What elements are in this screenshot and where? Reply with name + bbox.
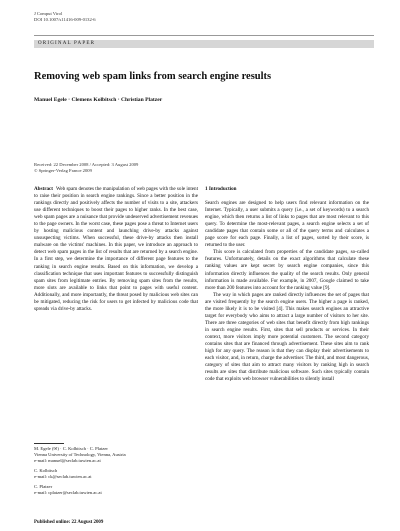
abstract-label: Abstract <box>34 186 53 192</box>
affil-kolbitsch: C. Kolbitsch <box>34 468 58 473</box>
published-online: Published online: 22 August 2009 <box>34 520 104 525</box>
abstract-text: Web spam denotes the manipulation of web pages with the sole intent to raise their position in search engine rankings. Since a better position in the rankings directly and positively affects the number of visits to a site, attackers use different techniques to boost their pages to higher ranks. In the best case, web spam pages are a nuisance that provide undeserved advertisement revenues to the page owners. In the worst case, these pages pose a threat to Internet users by hosting malicious content and launching drive-by attacks against unsuspecting victims. When successful, these drive-by attacks then install malware on the victims' machines. In this paper, we introduce an approach to detect web spam pages in the list of results that are returned by a search engine. In a first step, we determine the importance of different page features to the ranking in search engine results. Based on this information, we develop a classification technique that uses important features to successfully distinguish spam sites from legitimate entries. By removing spam sites from the results, more slots are available to links that point to pages with useful content. Additionally, and more importantly, the threat posed by malicious web sites can be mitigated, reducing the risk for users to get infected by malicious code that spreads via drive-by attacks. <box>34 186 199 312</box>
affil-institution: Vienna University of Technology, Vienna, Austria <box>34 452 126 457</box>
received-accepted-dates: Received: 22 December 2008 / Accepted: 3 August 2009 <box>34 162 139 167</box>
author-list: Manuel Egele · Clemens Kolbitsch · Christian Platzer <box>34 97 163 103</box>
affil-email-egele: e-mail: manuel@seclab.tuwien.ac.at <box>34 458 101 463</box>
journal-header <box>34 11 96 23</box>
affil-authors: M. Egele (✉) · C. Kolbitsch · C. Platzer <box>34 446 108 451</box>
date-info <box>34 162 234 174</box>
abstract-column <box>34 186 198 313</box>
article-type-banner: ORIGINAL PAPER <box>34 40 374 48</box>
affil-email-platzer: e-mail: cplatzer@seclab.tuwien.ac.at <box>34 490 102 495</box>
abstract-paragraph <box>34 186 198 313</box>
intro-paragraph-2: This score is calculated from properties of the candidate pages, so-called features. Unfortunately, details on the exact algorithms that calculate these ranking values are kept secret by search engine companies, since this information directly influences the quality of the search results. Only general information is made available. For example, in 2007, Google claimed to take more than 200 features into account for the ranking value [9]. <box>205 249 369 291</box>
paper-title: Removing web spam links from search engine results <box>34 71 272 82</box>
copyright-notice: © Springer-Verlag France 2009 <box>34 168 92 173</box>
affil-email-kolbitsch: e-mail: ck@seclab.tuwien.ac.at <box>34 474 92 479</box>
intro-paragraph-1: Search engines are designed to help users find relevant information on the Internet. Typically, a user submits a query (i.e., a set of keywords) to a search engine, which then returns a list of links to pages that are most relevant to this query. To determine the most-relevant pages, a search engine selects a set of candidate pages that contain some or all of the query terms and calculates a page score for each page. Finally, a list of pages, sorted by their score, is returned to the user. <box>205 200 369 249</box>
intro-paragraph-3: The way in which pages are ranked directly influences the set of pages that are visited frequently by the search engine users. The higher a page is ranked, the more likely it is to be visited [4]. This makes search engines an attractive target for everybody who aims to attract a large number of visitors to her site. There are three categories of web sites that benefit directly from high rankings in search engine results. First, sites that sell products or services. In their context, more visitors imply more potential customers. The second category contains sites that are financed through advertisement. These sites aim to rank high for any query. The reason is that they can display their advertisements to each visitor, and, in return, charge the advertiser. The third, and most dangerous, category of sites that aim to attract many visitors by ranking high in search results are sites that distribute malicious software. Such sites typically contain code that exploits web browser vulnerabilities to silently install <box>205 291 369 383</box>
affiliations <box>34 446 198 496</box>
footnote-rule <box>34 443 64 444</box>
section-heading-introduction: 1 Introduction <box>205 186 237 192</box>
affil-platzer: C. Platzer <box>34 484 53 489</box>
journal-doi: DOI 10.1007/s11416-009-0132-6 <box>34 17 96 22</box>
journal-name: J Comput Virol <box>34 11 63 16</box>
introduction-column <box>205 186 369 383</box>
header-rule <box>34 35 374 36</box>
